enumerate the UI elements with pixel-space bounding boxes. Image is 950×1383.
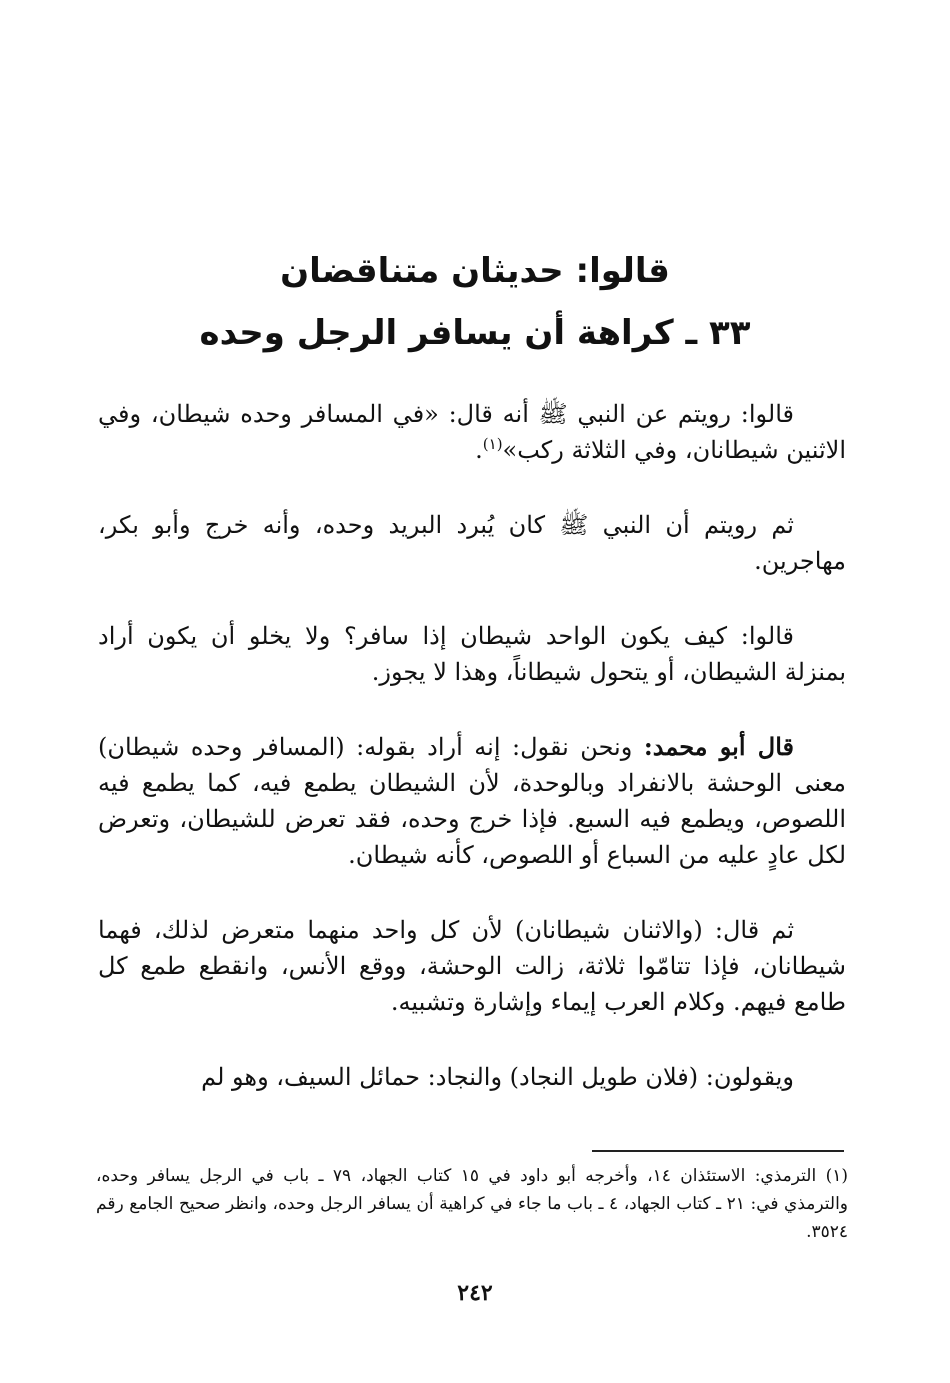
paragraph-1-text: قالوا: رويتم عن النبي ﷺ أنه قال: «في المسافر وحده شيطان، وفي الاثنين شيطانان، وفي الثلاثة ركب» xyxy=(98,400,846,464)
footnote-divider xyxy=(592,1150,844,1152)
page-title: قالوا: حديثان متناقضان xyxy=(280,251,670,291)
main-text xyxy=(98,396,846,1134)
paragraph-4 xyxy=(98,729,846,873)
footnotes xyxy=(96,1162,848,1246)
heading-block xyxy=(100,240,850,364)
chapter-title: ٣٣ ـ كراهة أن يسافر الرجل وحده xyxy=(199,313,751,353)
paragraph-2: ثم رويتم أن النبي ﷺ كان يُبرد البريد وحده، وأنه خرج وأبو بكر، مهاجرين. xyxy=(98,511,846,575)
footnote-1: (١) الترمذي: الاستئذان ١٤، وأخرجه أبو داود في ١٥ كتاب الجهاد، ٧٩ ـ باب في الرجل يسافر وحده، والترمذي في: ٢١ ـ كتاب الجهاد، ٤ ـ باب ما جاء في كراهية أن يسافر الرجل وحده، وانظر صحيح الجامع رقم ٣٥٢٤. xyxy=(96,1166,849,1242)
paragraph-1-end: . xyxy=(475,436,483,464)
paragraph-1 xyxy=(98,396,846,468)
page-number: ٢٤٢ xyxy=(457,1280,493,1306)
paragraph-4-text: ونحن نقول: إنه أراد بقوله: (المسافر وحده شيطان) معنى الوحشة بالانفراد وبالوحدة، لأن الشيطان يطمع فيه، كما يطمع فيه اللصوص، ويطمع فيه السبع. فإذا خرج وحده، فقد تعرض للشيطان، وتعرض لكل عادٍ عليه من السباع أو اللصوص، كأنه شيطان. xyxy=(98,733,846,869)
paragraph-5: ثم قال: (والاثنان شيطانان) لأن كل واحد منهما متعرض لذلك، فهما شيطانان، فإذا تتامّوا ثلاثة، زالت الوحشة، ووقع الأنس، وانقطع طمع كل طامع فيهم. وكلام العرب إيماء وإشارة وتشبيه. xyxy=(98,916,846,1016)
paragraph-6: ويقولون: (فلان طويل النجاد) والنجاد: حمائل السيف، وهو لم xyxy=(201,1063,794,1091)
paragraph-3: قالوا: كيف يكون الواحد شيطان إذا سافر؟ ولا يخلو أن يكون أراد بمنزلة الشيطان، أو يتحول شيطاناً، وهذا لا يجوز. xyxy=(98,622,846,686)
footnote-reference: (١) xyxy=(482,435,503,453)
speaker-label: قال أبو محمد: xyxy=(643,732,795,761)
